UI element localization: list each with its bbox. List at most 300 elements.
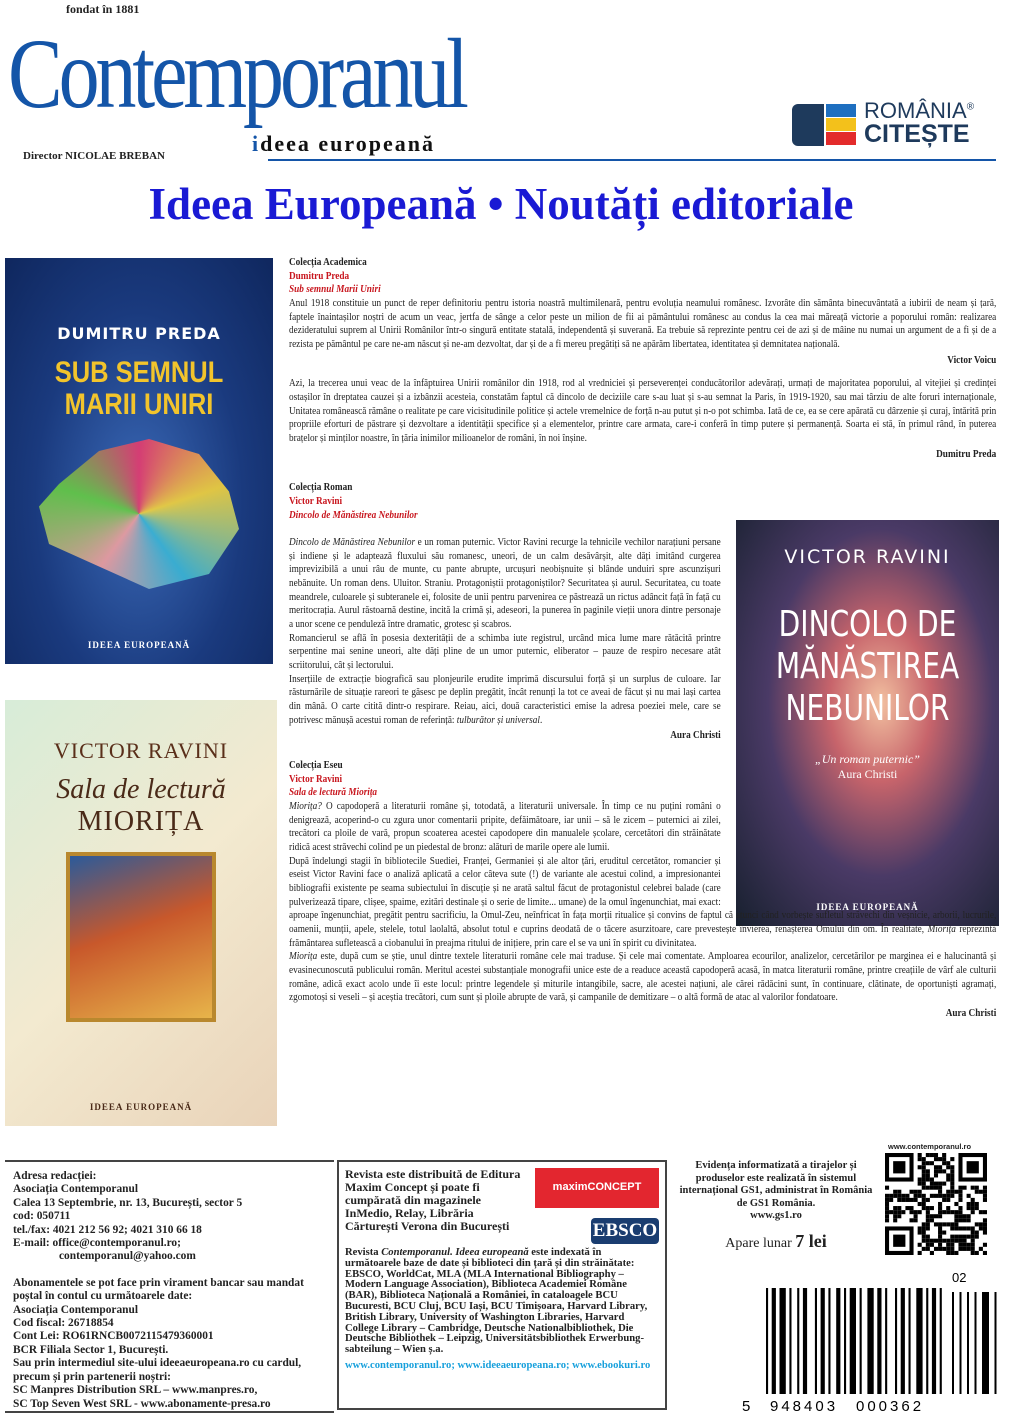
magazine-logo: Contemporanul bbox=[8, 18, 465, 129]
qr-module bbox=[975, 1222, 979, 1226]
qr-module bbox=[963, 1214, 967, 1218]
qr-module bbox=[983, 1251, 987, 1255]
qr-module bbox=[885, 1210, 889, 1214]
qr-module bbox=[971, 1206, 975, 1210]
qr-module bbox=[938, 1190, 942, 1194]
qr-module bbox=[922, 1177, 926, 1181]
barcode-bar bbox=[772, 1288, 776, 1394]
qr-module bbox=[926, 1226, 930, 1230]
qr-module bbox=[922, 1226, 926, 1230]
gs1-text: Evidența informatizată a tirajelor și produselor este realizată în sistemul internațional GS1, administrat în România de GS1 România. bbox=[679, 1160, 873, 1209]
qr-module bbox=[938, 1239, 942, 1243]
qr-module bbox=[905, 1198, 909, 1202]
qr-module bbox=[971, 1235, 975, 1239]
qr-module bbox=[885, 1194, 889, 1198]
book-title: Sala de lectură Miorița bbox=[289, 786, 378, 799]
barcode-digits: 000362 bbox=[856, 1398, 925, 1414]
qr-module bbox=[958, 1210, 962, 1214]
qr-module bbox=[950, 1239, 954, 1243]
qr-module bbox=[946, 1206, 950, 1210]
qr-module bbox=[971, 1202, 975, 1206]
qr-module bbox=[918, 1210, 922, 1214]
qr-module bbox=[979, 1210, 983, 1214]
qr-module bbox=[918, 1202, 922, 1206]
qr-module bbox=[934, 1194, 938, 1198]
qr-module bbox=[983, 1186, 987, 1190]
qr-url: www.contemporanul.ro bbox=[888, 1142, 972, 1151]
addon-bar bbox=[967, 1292, 969, 1394]
qr-module bbox=[934, 1173, 938, 1177]
subscription-line: BCR Filiala Sector 1, București. bbox=[13, 1343, 169, 1356]
qr-module bbox=[983, 1243, 987, 1247]
qr-module bbox=[950, 1243, 954, 1247]
qr-module bbox=[926, 1214, 930, 1218]
qr-module bbox=[938, 1214, 942, 1218]
qr-module bbox=[897, 1194, 901, 1198]
qr-module bbox=[938, 1186, 942, 1190]
qr-module bbox=[885, 1202, 889, 1206]
addon-bar bbox=[952, 1292, 954, 1394]
qr-module bbox=[971, 1226, 975, 1230]
qr-module bbox=[975, 1231, 979, 1235]
qr-module bbox=[934, 1157, 938, 1161]
cover-quote-author: Aura Christi bbox=[837, 767, 898, 781]
qr-module bbox=[967, 1218, 971, 1222]
qr-module bbox=[983, 1218, 987, 1222]
barcode-bar bbox=[821, 1288, 825, 1394]
qr-module bbox=[926, 1243, 930, 1247]
qr-module bbox=[967, 1202, 971, 1206]
qr-module bbox=[889, 1194, 893, 1198]
magazine-subtitle bbox=[252, 132, 435, 156]
barcode-bar bbox=[780, 1288, 786, 1394]
qr-module bbox=[946, 1190, 950, 1194]
qr-module bbox=[979, 1247, 983, 1251]
qr-module bbox=[946, 1165, 950, 1169]
cover-title: MIORIȚA bbox=[77, 806, 205, 837]
qr-module bbox=[909, 1218, 913, 1222]
qr-module bbox=[983, 1231, 987, 1235]
qr-module bbox=[938, 1165, 942, 1169]
qr-module bbox=[983, 1198, 987, 1202]
qr-module bbox=[950, 1222, 954, 1226]
cover-title: DINCOLO DE bbox=[778, 604, 957, 645]
qr-module bbox=[950, 1186, 954, 1190]
email-link[interactable]: E-mail: office@contemporanul.ro; bbox=[13, 1237, 181, 1250]
qr-module bbox=[914, 1198, 918, 1202]
qr-module bbox=[934, 1182, 938, 1186]
barcode-bar bbox=[836, 1288, 840, 1394]
qr-module bbox=[909, 1206, 913, 1210]
qr-module bbox=[967, 1226, 971, 1230]
qr-module bbox=[958, 1206, 962, 1210]
barcode-bar bbox=[885, 1288, 887, 1394]
qr-module bbox=[967, 1235, 971, 1239]
qr-module bbox=[918, 1243, 922, 1247]
qr-module bbox=[963, 1186, 967, 1190]
qr-module bbox=[975, 1206, 979, 1210]
email-link[interactable]: contemporanul@yahoo.com bbox=[59, 1250, 196, 1263]
qr-module bbox=[922, 1235, 926, 1239]
qr-module bbox=[934, 1247, 938, 1251]
article-paragraph: Miorița? O capodoperă a literaturii române și, totodată, a literaturii universale. În timp ce nu puțini români o denigrează, acoperind-o cu zgura unor comentarii pripite, defăimătoare, iar unii – să le zicem – puternici ai zilei, trecători ca ploile de vară, propun scoaterea acestei capodopere din manualele școlare, cercetători din străinătate ridică acest străvechi colind pe un piedestal de bronz: alături de marile opere ale lumii. bbox=[289, 799, 721, 853]
subscription-line: SC Top Seven West SRL - www.abonamente-presa.ro bbox=[13, 1397, 271, 1410]
qr-module bbox=[946, 1194, 950, 1198]
qr-module bbox=[938, 1157, 942, 1161]
qr-module bbox=[971, 1198, 975, 1202]
qr-module bbox=[958, 1243, 962, 1247]
qr-module bbox=[942, 1169, 946, 1173]
qr-module bbox=[918, 1157, 922, 1161]
qr-module bbox=[926, 1198, 930, 1202]
address-line: Calea 13 Septembrie, nr. 13, București, sector 5 bbox=[13, 1196, 243, 1209]
header-divider bbox=[268, 159, 996, 161]
qr-finder bbox=[967, 1161, 979, 1173]
qr-module bbox=[938, 1194, 942, 1198]
qr-module bbox=[938, 1226, 942, 1230]
qr-module bbox=[967, 1214, 971, 1218]
article-column bbox=[289, 256, 996, 1020]
qr-module bbox=[918, 1165, 922, 1169]
romania-map-image bbox=[39, 439, 239, 589]
addon-bar bbox=[960, 1292, 962, 1394]
barcode-addon: 02 bbox=[952, 1270, 967, 1285]
barcode-bar bbox=[850, 1288, 856, 1394]
qr-module bbox=[954, 1251, 958, 1255]
publisher-logo: IDEEA EUROPEANĂ bbox=[87, 640, 191, 650]
qr-module bbox=[938, 1235, 942, 1239]
qr-module bbox=[893, 1190, 897, 1194]
qr-module bbox=[963, 1235, 967, 1239]
qr-module bbox=[918, 1190, 922, 1194]
qr-module bbox=[963, 1247, 967, 1251]
collection-name: Colecția Eseu bbox=[289, 759, 343, 771]
ebsco-logo: EBSCO bbox=[591, 1218, 659, 1244]
qr-module bbox=[938, 1202, 942, 1206]
qr-module bbox=[922, 1194, 926, 1198]
qr-module bbox=[950, 1251, 954, 1255]
qr-module bbox=[905, 1206, 909, 1210]
addon-bar bbox=[982, 1292, 987, 1394]
qr-module bbox=[901, 1210, 905, 1214]
barcode-bar bbox=[932, 1288, 936, 1394]
qr-module bbox=[922, 1206, 926, 1210]
price: Apare lunar 7 lei bbox=[725, 1230, 827, 1251]
qr-module bbox=[958, 1239, 962, 1243]
qr-module bbox=[938, 1169, 942, 1173]
publisher-logo: IDEEA EUROPEANĂ bbox=[89, 1102, 193, 1112]
qr-module bbox=[934, 1153, 938, 1157]
qr-module bbox=[926, 1247, 930, 1251]
barcode-bar bbox=[766, 1288, 768, 1394]
barcode-bar bbox=[844, 1288, 846, 1394]
qr-module bbox=[950, 1165, 954, 1169]
open-book-icon bbox=[792, 102, 856, 146]
qr-module bbox=[918, 1182, 922, 1186]
barcode-bar bbox=[909, 1288, 911, 1394]
qr-module bbox=[897, 1210, 901, 1214]
qr-module bbox=[922, 1222, 926, 1226]
barcode-digit: 5 bbox=[742, 1398, 751, 1414]
qr-module bbox=[971, 1231, 975, 1235]
qr-module bbox=[926, 1235, 930, 1239]
qr-module bbox=[938, 1222, 942, 1226]
qr-module bbox=[934, 1169, 938, 1173]
qr-module bbox=[946, 1251, 950, 1255]
qr-module bbox=[897, 1214, 901, 1218]
book-cover-miorita bbox=[5, 700, 277, 1126]
qr-module bbox=[975, 1186, 979, 1190]
subscription-line: SC Manpres Distribution SRL – www.manpres.ro, bbox=[13, 1384, 258, 1397]
qr-module bbox=[930, 1251, 934, 1255]
barcode-bar bbox=[901, 1288, 905, 1394]
article-text: Dincolo de Mănăstirea Nebunilor e un roman puternic. Victor Ravini recurge la tehnicile vechilor narațiuni persane și indiene și le adaptează fluxului său romanesc, uneori, de un calm desăvârșit, alte dăți imitând curgerea imprevizibilă a unui râu de munte, cu pante abrupte, urcușuri neobișnuite și blânde unduiri spre ascunzișuri nebănuite. Un roman dens. Uluitor. Straniu. Protagoniștii protagoniștilor? Securitatea și aurul. Securitatea, cu toate meandrele, culoarele și subteranele ei, folosite de unii pentru parvenirea ce păstrează un rictus adâncit față în față cu meritocrația. Aurul răstoarnă destine, incită la crimă și, adeseori, la punerea în paginile vieții unora dintre personaje a unor scene ce penduleză între dramatic, grotesc și scabros. Romancierul se află în posesia dexterității de a schimba iute registrul, urcând mica lume mare rătăcită printre serpentine mai senine uneori, alte dăți pline de un umor puternic, eliberator – pauze de respiro necesare atât scriitorului, cât și lectorului. Inserțiile de extracție biografică sau plonjeurile erudite imprimă discursului forță și un surplus de culoare. Iar răsturnările de situație rareori te găsesc pe deplin pregătit, încât renunți la tot ce aveai de făcut și nu mai lași cartea din mână. O carte citită dintr-o respirare. Reiau, aici, două caracteristici emise la adresa poeziei mele, care se potrivesc mănușă acestui roman de referință: tulburător și universal. bbox=[289, 536, 721, 726]
qr-module bbox=[942, 1161, 946, 1165]
qr-module bbox=[954, 1239, 958, 1243]
cover-author: VICTOR RAVINI bbox=[53, 738, 229, 763]
qr-module bbox=[971, 1239, 975, 1243]
cover-title: NEBUNILOR bbox=[785, 688, 950, 729]
qr-module bbox=[897, 1198, 901, 1202]
qr-module bbox=[950, 1226, 954, 1230]
qr-module bbox=[942, 1231, 946, 1235]
qr-module bbox=[942, 1198, 946, 1202]
qr-module bbox=[954, 1214, 958, 1218]
address-heading: Adresa redacției: bbox=[13, 1170, 97, 1182]
qr-module bbox=[979, 1190, 983, 1194]
qr-module bbox=[922, 1165, 926, 1169]
qr-module bbox=[893, 1218, 897, 1222]
qr-module bbox=[942, 1157, 946, 1161]
signature: Victor Voicu bbox=[947, 353, 997, 366]
cover-title: SUB SEMNUL bbox=[54, 356, 224, 389]
website-links[interactable]: www.contemporanul.ro; www.ideeaeuropeana.ro; www.ebookuri.ro bbox=[345, 1359, 651, 1371]
subscription-line: Cont Lei: RO61RNCB0072115479360001 bbox=[13, 1330, 214, 1343]
qr-module bbox=[930, 1177, 934, 1181]
qr-module bbox=[971, 1186, 975, 1190]
barcode bbox=[740, 1268, 1020, 1414]
addon-bar bbox=[995, 1292, 997, 1394]
gs1-note bbox=[678, 1160, 874, 1223]
qr-module bbox=[922, 1231, 926, 1235]
qr-module bbox=[926, 1177, 930, 1181]
qr-module bbox=[885, 1206, 889, 1210]
qr-module bbox=[934, 1165, 938, 1169]
qr-module bbox=[946, 1222, 950, 1226]
editorial-info-box bbox=[5, 1160, 334, 1413]
qr-module bbox=[958, 1194, 962, 1198]
qr-finder bbox=[893, 1235, 905, 1247]
qr-module bbox=[885, 1214, 889, 1218]
qr-module bbox=[926, 1206, 930, 1210]
barcode-bar bbox=[926, 1288, 928, 1394]
director-line: Director NICOLAE BREBAN bbox=[23, 150, 165, 162]
article-paragraph: Azi, la trecerea unui veac de la înfăptuirea Unirii românilor din 1918, rod al vredniciei și perseverenței conducătorilor adevărați, urmați de majoritatea poporului, al vitejiei și credinței ostașilor în dreptatea cauzei și a izbânzii acesteia, constatăm faptul că dincolo de deciziile care s-au luat și s-au semnat la Paris, în 1919-1920, sau mai târziu de alte foruri internaționale, Unitatea românească rămâne o realitate pe care vicisitudinile politice și actele vremelnice de forță n-au putut și n-o pot schimba. Iată de ce, ea se cere apărată cu dârzenie și curaj, întărită prin propriile eforturi de păstrare și dezvoltare a identității specifice și a elementelor, printre care armata, care-i conferă în timp putere și permanență. Soarta ei stă, în primul rând, în puterea brațelor și minților noastre, în țăria inimilor milioanelor de români, în noi înșine. bbox=[289, 377, 997, 444]
qr-module bbox=[934, 1239, 938, 1243]
barcode-bar bbox=[803, 1288, 807, 1394]
qr-module bbox=[938, 1210, 942, 1214]
qr-module bbox=[946, 1177, 950, 1181]
address-line: cod: 050711 bbox=[13, 1210, 71, 1223]
qr-module bbox=[950, 1235, 954, 1239]
qr-module bbox=[942, 1247, 946, 1251]
qr-module bbox=[954, 1202, 958, 1206]
qr-module bbox=[958, 1218, 962, 1222]
subscription-line: Asociația Contemporanul bbox=[13, 1303, 138, 1316]
gs1-link[interactable]: www.gs1.ro bbox=[750, 1210, 802, 1221]
qr-module bbox=[922, 1239, 926, 1243]
qr-module bbox=[950, 1157, 954, 1161]
qr-module bbox=[946, 1239, 950, 1243]
qr-module bbox=[893, 1210, 897, 1214]
qr-code bbox=[885, 1153, 987, 1255]
qr-module bbox=[930, 1206, 934, 1210]
qr-module bbox=[938, 1182, 942, 1186]
qr-module bbox=[885, 1198, 889, 1202]
qr-module bbox=[922, 1173, 926, 1177]
cover-space bbox=[721, 483, 997, 903]
address-line: Asociația Contemporanul bbox=[13, 1183, 138, 1196]
qr-module bbox=[946, 1210, 950, 1214]
book-author: Victor Ravini bbox=[289, 772, 343, 785]
qr-module bbox=[926, 1222, 930, 1226]
qr-module bbox=[926, 1161, 930, 1165]
qr-module bbox=[918, 1251, 922, 1255]
qr-module bbox=[958, 1235, 962, 1239]
qr-module bbox=[950, 1169, 954, 1173]
subscription-line: Sau prin intermediul site-ului ideeaeuropeana.ro cu cardul, precum și prin partenerii noștri: bbox=[13, 1357, 302, 1383]
qr-module bbox=[958, 1214, 962, 1218]
barcode-bar bbox=[895, 1288, 897, 1394]
qr-module bbox=[942, 1239, 946, 1243]
qr-module bbox=[922, 1198, 926, 1202]
qr-module bbox=[930, 1153, 934, 1157]
barcode-bar bbox=[940, 1288, 942, 1394]
collection-name: Colecția Academica bbox=[289, 256, 367, 268]
cover-author: DUMITRU PREDA bbox=[57, 324, 221, 343]
qr-module bbox=[922, 1182, 926, 1186]
barcode-bar bbox=[860, 1288, 862, 1394]
qr-module bbox=[967, 1206, 971, 1210]
qr-module bbox=[909, 1190, 913, 1194]
qr-module bbox=[950, 1247, 954, 1251]
qr-module bbox=[934, 1214, 938, 1218]
subscription-line: Abonamentele se pot face prin virament bancar sau mandat poștal în contul cu următoarele date: bbox=[13, 1276, 304, 1303]
qr-module bbox=[901, 1198, 905, 1202]
qr-module bbox=[954, 1218, 958, 1222]
qr-module bbox=[909, 1198, 913, 1202]
qr-module bbox=[954, 1226, 958, 1230]
qr-module bbox=[922, 1186, 926, 1190]
qr-module bbox=[922, 1161, 926, 1165]
qr-module bbox=[914, 1214, 918, 1218]
collection-name: Colecția Roman bbox=[289, 481, 353, 494]
qr-module bbox=[918, 1226, 922, 1230]
qr-module bbox=[954, 1190, 958, 1194]
qr-module bbox=[958, 1226, 962, 1230]
qr-module bbox=[926, 1153, 930, 1157]
qr-module bbox=[963, 1243, 967, 1247]
qr-module bbox=[950, 1182, 954, 1186]
qr-module bbox=[979, 1222, 983, 1226]
cover-quote: „Un roman puternic” bbox=[815, 752, 920, 766]
qr-module bbox=[942, 1210, 946, 1214]
qr-module bbox=[934, 1186, 938, 1190]
qr-module bbox=[930, 1186, 934, 1190]
distribution-box bbox=[337, 1160, 667, 1410]
barcode-bar bbox=[797, 1288, 799, 1394]
book-author: Dumitru Preda bbox=[289, 269, 350, 282]
qr-module bbox=[938, 1247, 942, 1251]
barcode-bar bbox=[867, 1288, 873, 1394]
qr-module bbox=[905, 1194, 909, 1198]
qr-module bbox=[914, 1218, 918, 1222]
qr-module bbox=[922, 1169, 926, 1173]
qr-module bbox=[942, 1153, 946, 1157]
qr-module bbox=[950, 1194, 954, 1198]
cover-title: MARII UNIRI bbox=[64, 388, 214, 421]
cover-title: Sala de lectură bbox=[56, 774, 226, 805]
barcode-digits: 948403 bbox=[770, 1398, 839, 1414]
indexing-text: Revista Contemporanul. Ideea europeană este indexată în următoarele baze de date și biblioteci din țară și din străinătate: EBSCO, WorldCat, MLA (MLA International Bibliography – Modern Language Association), Biblioteca Academiei Române (BAR), Biblioteca Națională a României, în cataloagele BCU Bucuresti, BCU Cluj, BCU Iași, BCU Timișoara, Harvard Library, British Library, University of Washington Libraries, Harvard College Library – Cambridge, Deutsche Nationalbibliothek, Die Deutsche Bibliothek – Leipzig, Universitätsbibliothek Erwerbung-sabteilung – Wien ș.a. bbox=[345, 1247, 648, 1356]
qr-module bbox=[922, 1157, 926, 1161]
page-title: Ideea Europeană • Noutăți editoriale bbox=[148, 179, 854, 229]
book-author: Victor Ravini bbox=[289, 494, 343, 507]
section-header bbox=[289, 256, 996, 297]
qr-module bbox=[926, 1173, 930, 1177]
qr-module bbox=[918, 1153, 922, 1157]
qr-module bbox=[930, 1218, 934, 1222]
qr-module bbox=[930, 1243, 934, 1247]
qr-module bbox=[942, 1194, 946, 1198]
qr-module bbox=[897, 1190, 901, 1194]
qr-module bbox=[983, 1210, 987, 1214]
qr-module bbox=[926, 1210, 930, 1214]
barcode-bar bbox=[815, 1288, 817, 1394]
barcode-bar bbox=[789, 1288, 791, 1394]
qr-module bbox=[975, 1202, 979, 1206]
qr-module bbox=[926, 1169, 930, 1173]
qr-module bbox=[958, 1186, 962, 1190]
qr-module bbox=[909, 1210, 913, 1214]
qr-module bbox=[950, 1173, 954, 1177]
qr-module bbox=[934, 1222, 938, 1226]
qr-finder bbox=[893, 1161, 905, 1173]
publisher-logo: IDEEA EUROPEANĂ bbox=[816, 902, 919, 912]
qr-module bbox=[918, 1194, 922, 1198]
address-line: tel./fax: 4021 212 56 92; 4021 310 66 18 bbox=[13, 1223, 202, 1236]
qr-module bbox=[893, 1214, 897, 1218]
qr-module bbox=[926, 1239, 930, 1243]
addon-bar bbox=[987, 1292, 989, 1394]
qr-module bbox=[918, 1177, 922, 1181]
qr-module bbox=[950, 1210, 954, 1214]
qr-module bbox=[967, 1243, 971, 1247]
qr-module bbox=[946, 1161, 950, 1165]
barcode-bar bbox=[877, 1288, 881, 1394]
signature: Dumitru Preda bbox=[936, 447, 997, 460]
barcode-bar bbox=[916, 1288, 922, 1394]
maxim-concept-logo: maximCONCEPT bbox=[535, 1168, 659, 1208]
qr-module bbox=[914, 1190, 918, 1194]
qr-module bbox=[914, 1210, 918, 1214]
qr-module bbox=[971, 1247, 975, 1251]
qr-module bbox=[963, 1239, 967, 1243]
qr-module bbox=[954, 1222, 958, 1226]
qr-module bbox=[938, 1231, 942, 1235]
distribution-text: Revista este distribuită de Editura Maxim Concept și poate fi cumpărată din magazinele InMedio, Relay, Librăria Cărturești Verona din București bbox=[345, 1167, 521, 1233]
qr-module bbox=[954, 1210, 958, 1214]
